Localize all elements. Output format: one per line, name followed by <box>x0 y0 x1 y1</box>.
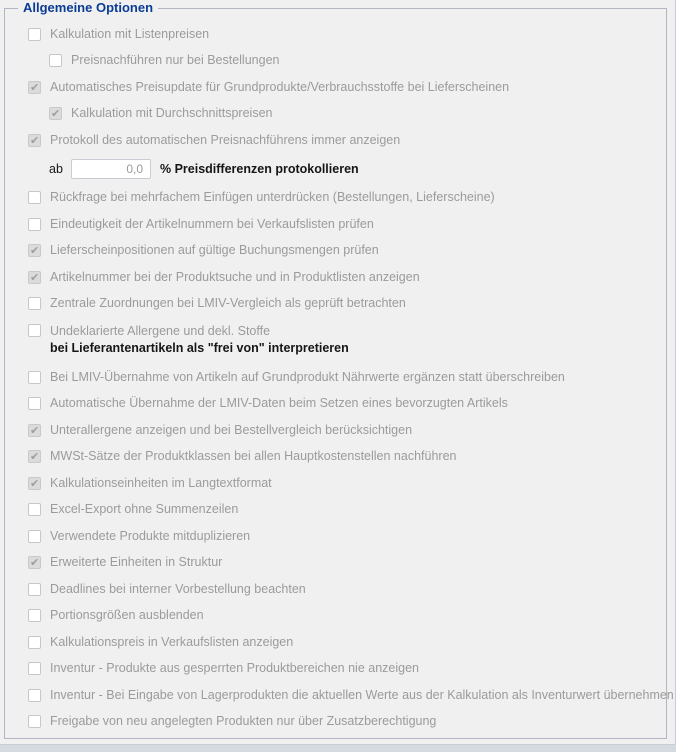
checkbox[interactable] <box>28 424 41 437</box>
option-row <box>28 523 660 550</box>
checkbox-label-wrap <box>50 395 508 412</box>
checkbox[interactable] <box>49 107 62 120</box>
checkbox-label-wrap <box>50 26 209 43</box>
checkbox-label-wrap <box>50 554 222 571</box>
checkbox-label: Deadlines bei interner Vorbestellung beachten <box>50 581 306 596</box>
checkbox[interactable] <box>28 271 41 284</box>
checkbox-label: Erweiterte Einheiten in Struktur <box>50 555 223 570</box>
option-row <box>28 709 660 736</box>
checkbox[interactable] <box>28 609 41 622</box>
checkbox-label-wrap <box>50 660 419 677</box>
checkbox-label: Kalkulation mit Listenpreisen <box>50 26 210 41</box>
checkbox[interactable] <box>28 324 41 337</box>
option-row <box>28 603 660 630</box>
checkbox-label-wrap <box>50 713 436 730</box>
checkbox-label-wrap <box>50 448 456 465</box>
checkbox-label: Kalkulationseinheiten im Langtextformat <box>50 475 272 490</box>
checkbox-label-wrap <box>50 269 420 286</box>
checkbox-label: Automatische Übernahme der LMIV-Daten beim Setzen eines bevorzugten Artikels <box>50 396 508 411</box>
checkbox-label: Portionsgrößen ausblenden <box>50 608 204 623</box>
option-row <box>28 74 660 101</box>
checkbox-label: Eindeutigkeit der Artikelnummern bei Verkaufslisten prüfen <box>50 216 374 231</box>
checkbox-label-wrap <box>50 501 238 518</box>
checkbox-label: Kalkulation mit Durchschnittspreisen <box>71 106 273 121</box>
bottom-status-bar <box>0 744 676 752</box>
checkbox-label: Unterallergene anzeigen und bei Bestellvergleich berücksichtigen <box>50 422 413 437</box>
checkbox[interactable] <box>28 503 41 516</box>
checkbox-label-wrap <box>50 216 374 233</box>
option-row <box>28 391 660 418</box>
option-row <box>28 127 660 154</box>
checkbox-label: Verwendete Produkte mitduplizieren <box>50 528 251 543</box>
price-difference-threshold-row <box>49 154 660 185</box>
checkbox[interactable] <box>28 371 41 384</box>
checkbox[interactable] <box>28 397 41 410</box>
checkbox[interactable] <box>28 450 41 463</box>
checkbox[interactable] <box>28 689 41 702</box>
option-row <box>28 238 660 265</box>
option-row <box>28 417 660 444</box>
option-row <box>28 211 660 238</box>
checkbox-label: Freigabe von neu angelegten Produkten nur über Zusatzberechtigung <box>50 714 437 729</box>
threshold-suffix-label: % Preisdifferenzen protokollieren <box>160 161 359 176</box>
checkbox-label: Kalkulationspreis in Verkaufslisten anzeigen <box>50 634 294 649</box>
option-row <box>28 656 660 683</box>
checkbox-label-wrap <box>50 687 674 704</box>
checkbox-label: Undeklarierte Allergene und dekl. Stoffe <box>50 324 271 338</box>
checkbox[interactable] <box>28 556 41 569</box>
threshold-prefix-label: ab <box>49 161 63 176</box>
option-row <box>28 317 660 364</box>
allgemeine-optionen-groupbox <box>4 0 674 739</box>
checkbox-label-wrap <box>50 189 495 206</box>
checkbox-label-wrap <box>50 242 379 259</box>
checkbox-label: Automatisches Preisupdate für Grundprodukte/Verbrauchsstoffe bei Lieferscheinen <box>50 79 510 94</box>
option-row <box>28 550 660 577</box>
checkbox-label-wrap <box>71 105 272 122</box>
option-row <box>28 364 660 391</box>
checkbox[interactable] <box>28 662 41 675</box>
checkbox[interactable] <box>28 81 41 94</box>
checkbox[interactable] <box>28 583 41 596</box>
checkbox-label-wrap <box>50 132 400 149</box>
checkbox[interactable] <box>28 636 41 649</box>
option-row <box>28 576 660 603</box>
checkbox-label-wrap <box>50 607 204 624</box>
option-row <box>28 629 660 656</box>
option-row <box>49 48 660 75</box>
checkbox-label-wrap <box>50 295 406 312</box>
checkbox[interactable] <box>28 477 41 490</box>
option-row <box>49 101 660 128</box>
checkbox[interactable] <box>28 297 41 310</box>
checkbox[interactable] <box>28 134 41 147</box>
option-row <box>28 264 660 291</box>
option-row <box>28 682 674 709</box>
checkbox-label: Rückfrage bei mehrfachem Einfügen unterdrücken (Bestellungen, Lieferscheine) <box>50 190 495 205</box>
checkbox-label: Bei LMIV-Übernahme von Artikeln auf Grundprodukt Nährwerte ergänzen statt überschreiben <box>50 369 565 384</box>
checkbox[interactable] <box>49 54 62 67</box>
checkbox[interactable] <box>28 28 41 41</box>
option-row <box>28 185 660 212</box>
checkbox-label: MWSt-Sätze der Produktklassen bei allen Hauptkostenstellen nachführen <box>50 449 457 464</box>
price-difference-input[interactable] <box>71 159 151 179</box>
option-row <box>28 291 660 318</box>
checkbox-label-wrap <box>50 79 509 96</box>
checkbox-label: Preisnachführen nur bei Bestellungen <box>71 53 280 68</box>
checkbox[interactable] <box>28 191 41 204</box>
option-row <box>28 470 660 497</box>
option-row <box>28 444 660 471</box>
checkbox-label: Inventur - Produkte aus gesperrten Produktbereichen nie anzeigen <box>50 661 419 676</box>
checkbox[interactable] <box>28 530 41 543</box>
checkbox-label-wrap <box>50 422 412 439</box>
checkbox-label-wrap <box>50 581 306 598</box>
checkbox[interactable] <box>28 715 41 728</box>
checkbox-sublabel: bei Lieferantenartikeln als "frei von" interpretieren <box>50 341 349 355</box>
checkbox-label-wrap <box>71 52 279 69</box>
option-row <box>28 497 660 524</box>
checkbox-label-wrap <box>50 369 565 386</box>
checkbox-label-wrap <box>50 475 272 492</box>
checkbox-label: Excel-Export ohne Summenzeilen <box>50 502 239 517</box>
checkbox[interactable] <box>28 244 41 257</box>
option-row <box>28 21 660 48</box>
options-list <box>5 9 674 735</box>
checkbox[interactable] <box>28 218 41 231</box>
checkbox-label-wrap <box>50 323 349 357</box>
checkbox-label: Lieferscheinpositionen auf gültige Buchungsmengen prüfen <box>50 243 379 258</box>
groupbox-legend: Allgemeine Optionen <box>18 0 158 16</box>
checkbox-label: Protokoll des automatischen Preisnachführens immer anzeigen <box>50 132 401 147</box>
checkbox-label-wrap <box>50 528 250 545</box>
checkbox-label: Artikelnummer bei der Produktsuche und in Produktlisten anzeigen <box>50 269 420 284</box>
checkbox-label: Zentrale Zuordnungen bei LMIV-Vergleich als geprüft betrachten <box>50 296 406 311</box>
checkbox-label: Inventur - Bei Eingabe von Lagerprodukten die aktuellen Werte aus der Kalkulation als Inventurwert übernehmen <box>50 687 674 702</box>
checkbox-label-wrap <box>50 634 293 651</box>
